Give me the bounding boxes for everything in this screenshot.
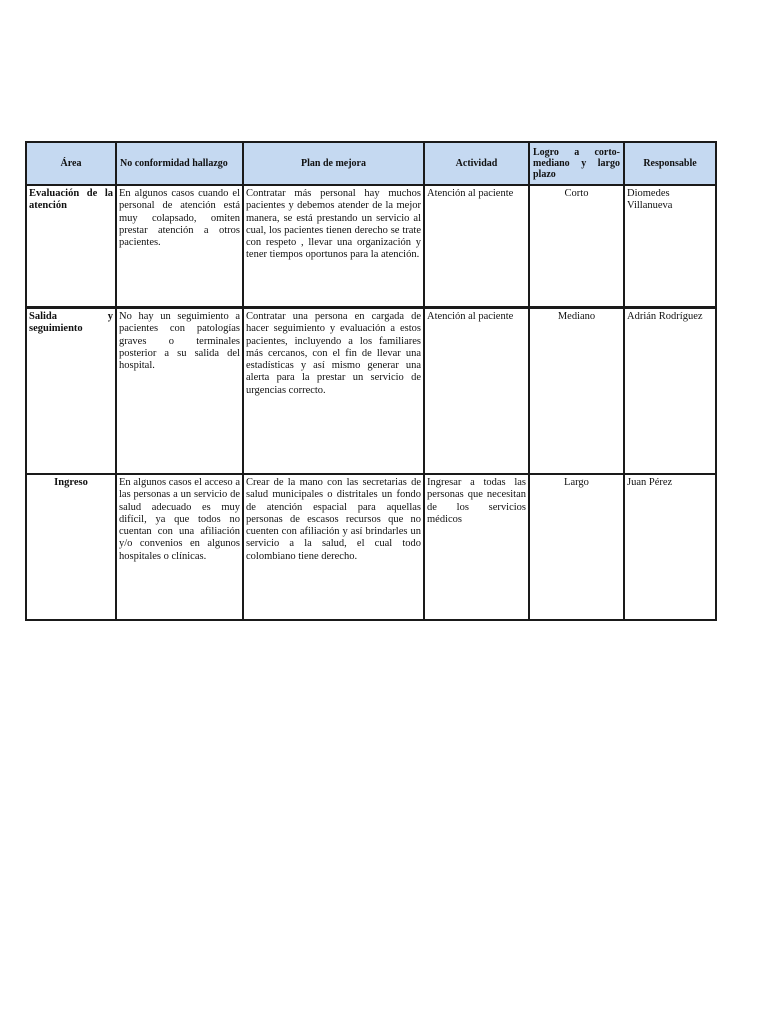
cell-plan: Contratar más personal hay muchos pacientes y debemos atender de la mejor manera, se está prestando un servicio al cual, los pacientes tienen derecho se trate con respeto , llevar una organización y tener tiempos oportunos para la atención. — [243, 185, 424, 308]
improvement-plan-table — [25, 141, 717, 621]
cell-hallazgo: En algunos casos cuando el personal de atención está muy colapsado, omiten prestar atención a otros pacientes. — [116, 185, 243, 308]
header-responsable: Responsable — [624, 142, 716, 185]
table-row — [26, 474, 716, 620]
table-row — [26, 308, 716, 475]
cell-hallazgo: No hay un seguimiento a pacientes con patologías graves o terminales posterior a su salida del hospital. — [116, 308, 243, 475]
cell-responsable: Juan Pérez — [624, 474, 716, 620]
header-plan: Plan de mejora — [243, 142, 424, 185]
header-area: Área — [26, 142, 116, 185]
table-row — [26, 185, 716, 308]
cell-area: Ingreso — [26, 474, 116, 620]
cell-logro: Corto — [529, 185, 624, 308]
header-hallazgo: No conformidad hallazgo — [116, 142, 243, 185]
cell-area: Evaluación de la atención — [26, 185, 116, 308]
cell-actividad: Ingresar a todas las personas que necesitan de los servicios médicos — [424, 474, 529, 620]
cell-plan: Contratar una persona en cargada de hacer seguimiento y evaluación a estos pacientes, incluyendo a los familiares más cercanos, con el fin de llevar una estadísticas y así mismo generar una alerta para la prestar un servicio de urgencias correcto. — [243, 308, 424, 475]
cell-actividad: Atención al paciente — [424, 185, 529, 308]
cell-actividad: Atención al paciente — [424, 308, 529, 475]
cell-logro: Mediano — [529, 308, 624, 475]
cell-plan: Crear de la mano con las secretarias de salud municipales o distritales un fondo de atención espacial para aquellas personas de escasos recursos que no cuenten con afiliación y así brindarles un servicio a la salud, el cual todo colombiano tiene derecho. — [243, 474, 424, 620]
header-logro: Logro a corto-mediano y largo plazo — [529, 142, 624, 185]
cell-logro: Largo — [529, 474, 624, 620]
header-row — [26, 142, 716, 185]
cell-area: Salida y seguimiento — [26, 308, 116, 475]
cell-responsable: Diomedes Villanueva — [624, 185, 716, 308]
cell-hallazgo: En algunos casos el acceso a las personas a un servicio de salud adecuado es muy difícil, ya que todos no cuentan con una afiliación y/o convenios en algunos hospitales o clínicas. — [116, 474, 243, 620]
header-actividad: Actividad — [424, 142, 529, 185]
cell-responsable: Adrián Rodríguez — [624, 308, 716, 475]
